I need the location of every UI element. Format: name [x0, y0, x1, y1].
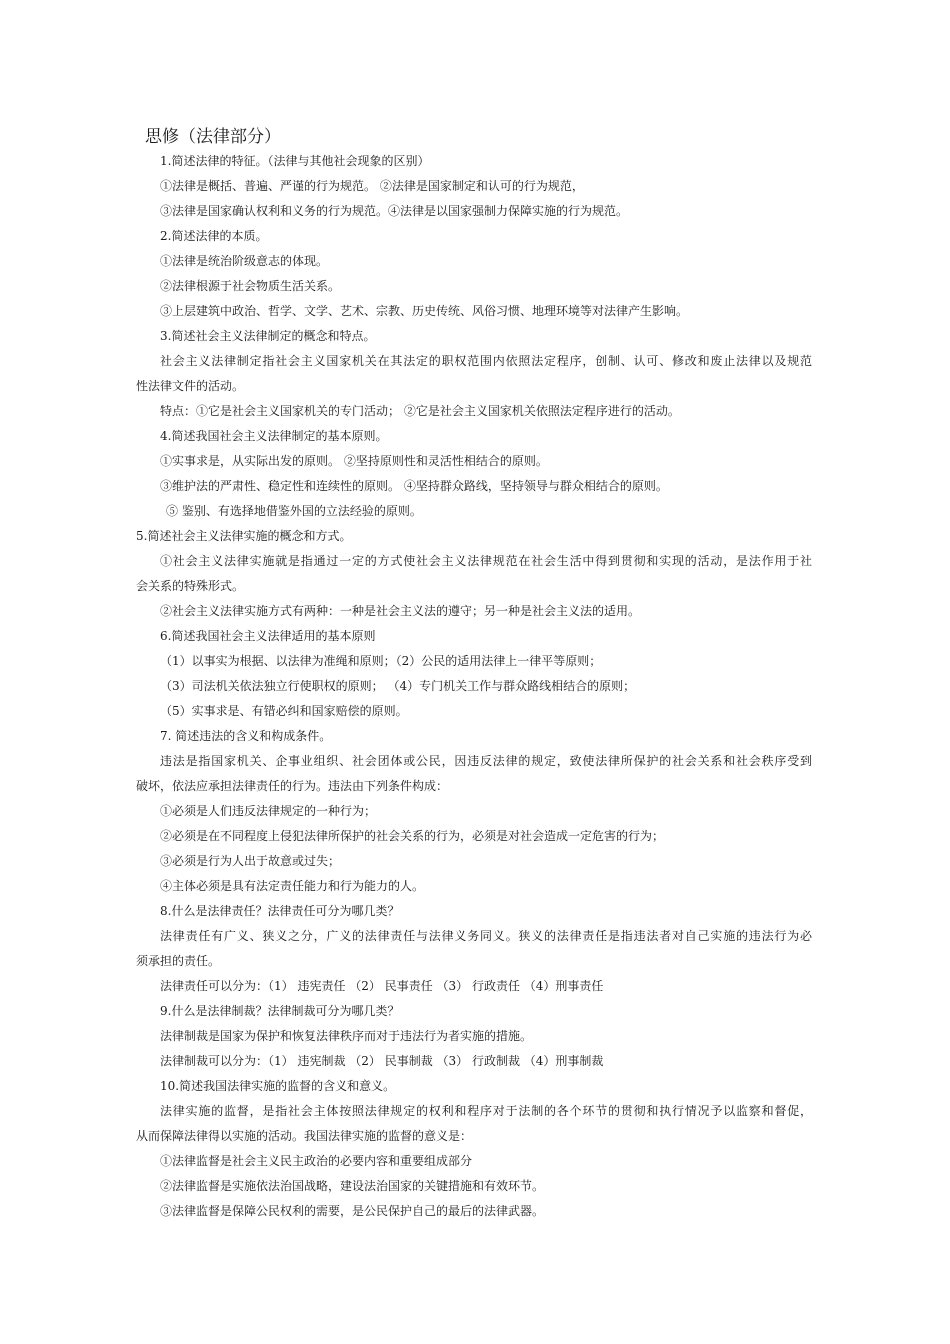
text-line: ①法律是概括、普遍、严谨的行为规范。 ②法律是国家制定和认可的行为规范，	[160, 179, 584, 193]
text-line: 6.简述我国社会主义法律适用的基本原则	[160, 629, 376, 643]
text-line: 法律制裁是国家为保护和恢复法律秩序而对于违法行为者实施的措施。	[160, 1029, 533, 1043]
text-line: 法律责任可以分为：（1） 违宪责任 （2） 民事责任 （3） 行政责任 （4）刑事责任	[160, 979, 604, 993]
text-line: ③上层建筑中政治、哲学、文学、艺术、宗教、历史传统、风俗习惯、地理环境等对法律产生影响。	[160, 304, 689, 318]
text-line: 性法律文件的活动。	[136, 379, 245, 393]
text-line: 须承担的责任。	[136, 954, 221, 968]
text-line: 9.什么是法律制裁？法律制裁可分为哪几类？	[160, 1004, 400, 1018]
text-line: ②法律根源于社会物质生活关系。	[160, 279, 341, 293]
text-line: ①法律监督是社会主义民主政治的必要内容和重要组成部分	[160, 1154, 473, 1168]
text-line: （5）实事求是、有错必纠和国家赔偿的原则。	[160, 704, 408, 718]
text-line: ②社会主义法律实施方式有两种：一种是社会主义法的遵守；另一种是社会主义法的适用。	[160, 604, 641, 618]
page-title: 思修（法律部分）	[145, 127, 281, 147]
text-line: ③必须是行为人出于故意或过失；	[160, 854, 341, 868]
text-line: ③法律监督是保障公民权利的需要，是公民保护自己的最后的法律武器。	[160, 1204, 545, 1218]
text-line: 2.简述法律的本质。	[160, 229, 268, 243]
text-line: （3）司法机关依法独立行使职权的原则； （4）专门机关工作与群众路线相结合的原则；	[160, 679, 636, 693]
text-line: 从而保障法律得以实施的活动。我国法律实施的监督的意义是：	[136, 1129, 473, 1143]
text-line: 违法是指国家机关、企事业组织、社会团体或公民，因违反法律的规定，致使法律所保护的社会关系和社会秩序受到	[160, 754, 813, 768]
text-line: 法律实施的监督，是指社会主体按照法律规定的权利和程序对于法制的各个环节的贯彻和执行情况予以监察和督促，	[160, 1104, 813, 1118]
text-line: ③维护法的严肃性、稳定性和连续性的原则。 ④坚持群众路线，坚持领导与群众相结合的原则。	[160, 479, 668, 493]
text-line: 社会主义法律制定指社会主义国家机关在其法定的职权范围内依照法定程序，创制、认可、修改和废止法律以及规范	[160, 354, 813, 368]
text-line: 特点：①它是社会主义国家机关的专门活动； ②它是社会主义国家机关依照法定程序进行的活动。	[160, 404, 680, 418]
text-line: 3.简述社会主义法律制定的概念和特点。	[160, 329, 376, 343]
text-line: ③法律是国家确认权利和义务的行为规范。④法律是以国家强制力保障实施的行为规范。	[160, 204, 629, 218]
text-line: ①必须是人们违反法律规定的一种行为；	[160, 804, 377, 818]
text-line: ④主体必须是具有法定责任能力和行为能力的人。	[160, 879, 425, 893]
text-line: 8.什么是法律责任？法律责任可分为哪几类？	[160, 904, 400, 918]
text-line: ②法律监督是实施依法治国战略，建设法治国家的关键措施和有效环节。	[160, 1179, 545, 1193]
text-line: 10.简述我国法律实施的监督的含义和意义。	[160, 1079, 396, 1093]
text-line: 1.简述法律的特征。（法律与其他社会现象的区别）	[160, 154, 430, 168]
text-line: ②必须是在不同程度上侵犯法律所保护的社会关系的行为，必须是对社会造成一定危害的行为；	[160, 829, 665, 843]
text-line: 5.简述社会主义法律实施的概念和方式。	[136, 529, 352, 543]
text-line: 法律责任有广义、狭义之分，广义的法律责任与法律义务同义。狭义的法律责任是指违法者对自己实施的违法行为必	[160, 929, 813, 943]
text-line: 会关系的特殊形式。	[136, 579, 245, 593]
text-line: 4.简述我国社会主义法律制定的基本原则。	[160, 429, 388, 443]
text-line: 7. 简述违法的含义和构成条件。	[160, 729, 332, 743]
text-line: ⑤ 鉴别、有选择地借鉴外国的立法经验的原则。	[166, 504, 422, 518]
text-line: ①社会主义法律实施就是指通过一定的方式使社会主义法律规范在社会生活中得到贯彻和实现的活动，是法作用于社	[160, 554, 813, 568]
text-line: 法律制裁可以分为：（1） 违宪制裁 （2） 民事制裁 （3） 行政制裁 （4）刑事制裁	[160, 1054, 604, 1068]
text-line: ①实事求是，从实际出发的原则。 ②坚持原则性和灵活性相结合的原则。	[160, 454, 548, 468]
text-line: 破坏，依法应承担法律责任的行为。违法由下列条件构成：	[136, 779, 449, 793]
text-line: （1）以事实为根据、以法律为准绳和原则；（2）公民的适用法律上一律平等原则；	[160, 654, 602, 668]
text-line: ①法律是统治阶级意志的体现。	[160, 254, 329, 268]
